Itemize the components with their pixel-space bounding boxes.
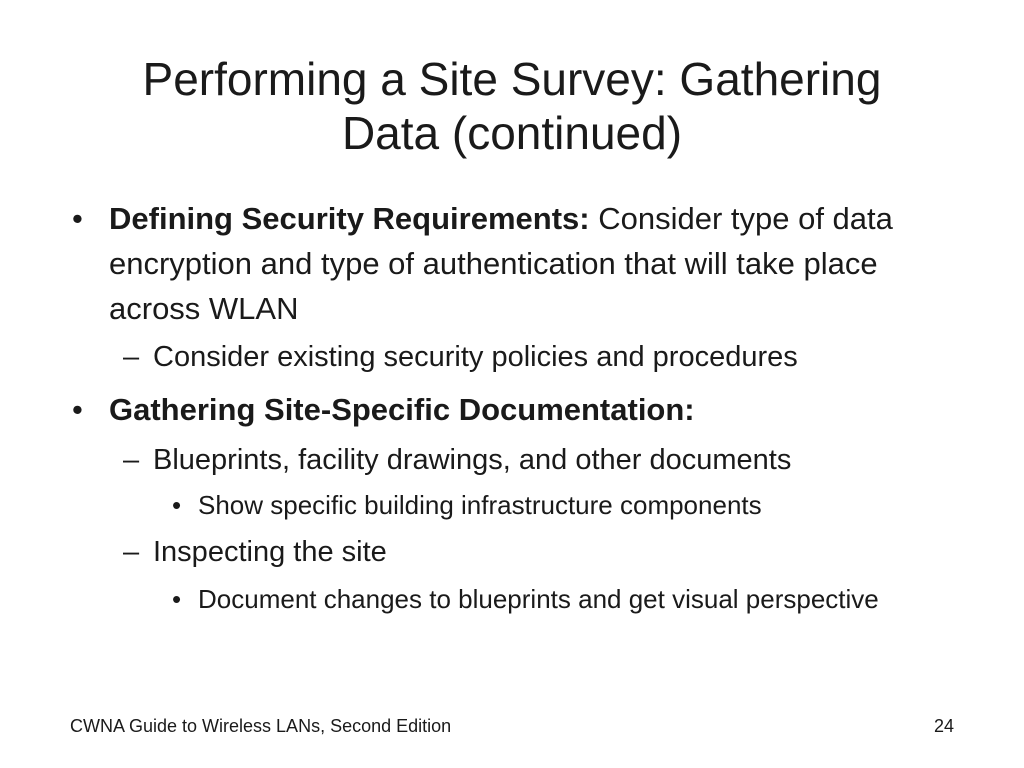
bullet-heading: Gathering Site-Specific Documentation: (109, 392, 695, 427)
footer-book-title: CWNA Guide to Wireless LANs, Second Edition (70, 716, 452, 736)
slide-title-line-1: Performing a Site Survey: Gathering (142, 53, 882, 105)
bullet-marker: • (172, 490, 182, 520)
subbullet-inspecting-site (123, 532, 953, 572)
dash-marker: – (123, 444, 140, 476)
subbullet-text: Inspecting the site (153, 536, 387, 568)
page-number: 24 (933, 716, 954, 736)
subbullet-blueprints (123, 440, 953, 480)
bullet-marker: • (72, 392, 83, 427)
subsubbullet-infrastructure (172, 487, 898, 524)
subsubbullet-document-changes (172, 581, 898, 618)
bullet-marker: • (72, 201, 83, 236)
subsubbullet-text: Document changes to blueprints and get visual perspective (198, 584, 879, 614)
subbullet-security-policies (123, 337, 953, 377)
bullet-security-requirements (72, 196, 939, 331)
subbullet-text: Consider existing security policies and procedures (153, 341, 798, 373)
subbullet-text: Blueprints, facility drawings, and other documents (153, 444, 792, 476)
slide-title-line-2: Data (continued) (341, 107, 683, 159)
subsubbullet-text: Show specific building infrastructure components (198, 490, 762, 520)
slide-title (60, 52, 964, 160)
dash-marker: – (123, 536, 140, 568)
bullet-heading: Defining Security Requirements: (109, 201, 590, 236)
dash-marker: – (123, 341, 140, 373)
bullet-marker: • (172, 584, 182, 614)
bullet-site-documentation (72, 387, 939, 432)
bullet-text: Consider type of data encryption and type of authentication that will take place across WLAN (109, 201, 893, 326)
